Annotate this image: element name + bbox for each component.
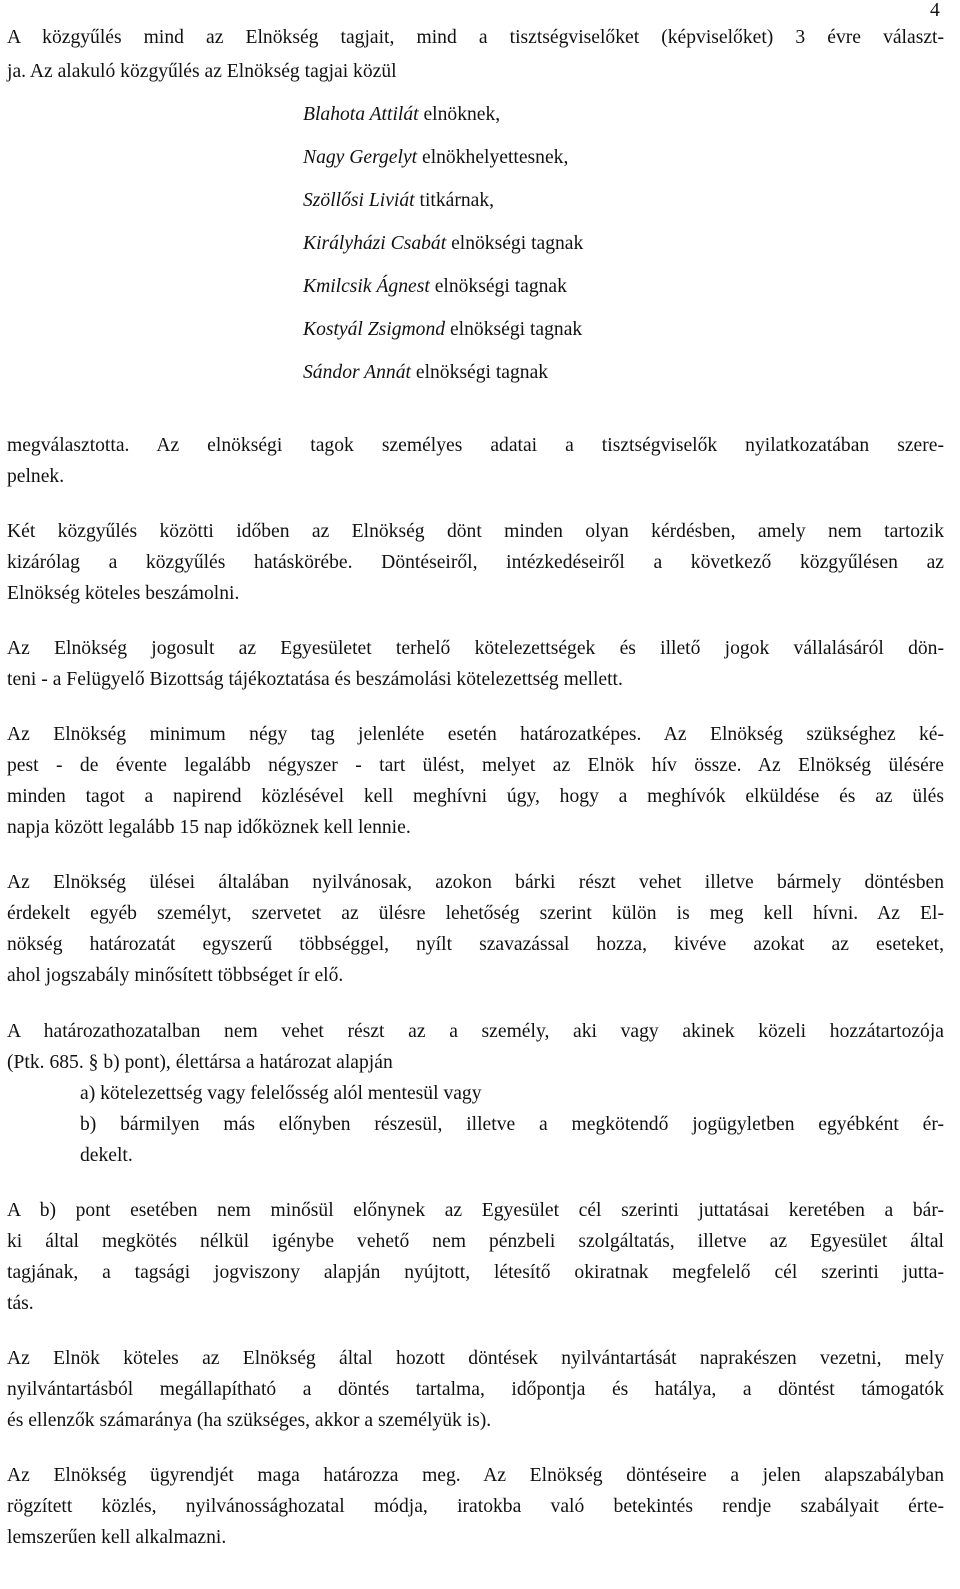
text-line: A közgyűlés mind az Elnökség tagjait, mind a tisztségviselőket (képviselőket) 3 évre választ- (7, 27, 944, 48)
text-line: pest - de évente legalább négyszer - tart ülést, melyet az Elnök hív össze. Az Elnökség ülésére (7, 755, 944, 776)
text-line: pelnek. (7, 466, 65, 487)
text-line: teni - a Felügyelő Bizottság tájékoztatása és beszámolási kötelezettség mellett. (7, 669, 623, 690)
member-name: Sándor Annát (303, 362, 411, 383)
member-role: elnökségi tagnak (449, 319, 583, 340)
text-line: (Ptk. 685. § b) pont), élettársa a határozat alapján (7, 1052, 393, 1073)
text-line: megválasztotta. Az elnökségi tagok személyes adatai a tisztségviselők nyilatkozatában szere- (7, 435, 944, 456)
text-line: A határozathozatalban nem vehet részt az a személy, aki vagy akinek közeli hozzátartozója (7, 1021, 944, 1042)
text-line: Két közgyűlés közötti időben az Elnökség dönt minden olyan kérdésben, amely nem tartozik (7, 521, 944, 542)
member-item (303, 104, 500, 126)
text-line: napja között legalább 15 nap időköznek kell lennie. (7, 817, 411, 838)
member-name: Nagy Gergelyt (303, 147, 418, 168)
member-role: titkárnak, (419, 190, 495, 211)
member-name: Szöllősi Liviát (303, 190, 415, 211)
text-line: nökség határozatát egyszerű többséggel, nyílt szavazással hozza, kivéve azokat az eseteket, (7, 934, 944, 955)
list-item-b-continuation: dekelt. (80, 1145, 133, 1166)
member-name: Kmilcsik Ágnest (303, 276, 430, 297)
text-line: lemszerűen kell alkalmazni. (7, 1527, 227, 1548)
member-item (303, 147, 568, 169)
text-line: A b) pont esetében nem minősül előnynek az Egyesület cél szerinti juttatásai keretében a bár- (7, 1200, 944, 1221)
text-line: tagjának, a tagsági jogviszony alapján nyújtott, létesítő okiratnak megfelelő cél szerinti jutta- (7, 1262, 944, 1283)
text-line: Az Elnök köteles az Elnökség által hozott döntések nyilvántartását naprakészen vezetni, mely (7, 1348, 944, 1369)
member-item (303, 233, 583, 255)
text-line: minden tagot a napirend közlésével kell meghívni úgy, hogy a meghívók elküldése és az ülés (7, 786, 944, 807)
text-line: ki által megkötés nélkül igénybe vehető nem pénzbeli szolgáltatás, illetve az Egyesület által (7, 1231, 944, 1252)
page-number: 4 (930, 0, 940, 21)
text-line: Az Elnökség ülései általában nyilvánosak, azokon bárki részt vehet illetve bármely döntésben (7, 872, 944, 893)
member-name: Kostyál Zsigmond (303, 319, 446, 340)
text-line: nyilvántartásból megállapítható a döntés tartalma, időpontja és hatálya, a döntést támogatók (7, 1379, 944, 1400)
member-item (303, 276, 567, 298)
member-role: elnökségi tagnak (434, 276, 567, 297)
member-role: elnökségi tagnak (451, 233, 584, 254)
member-name: Blahota Attilát (303, 104, 419, 125)
list-item-a: a) kötelezettség vagy felelősség alól mentesül vagy (80, 1083, 482, 1104)
text-line: Az Elnökség minimum négy tag jelenléte esetén határozatképes. Az Elnökség szükséghez ké- (7, 724, 944, 745)
text-line: rögzített közlés, nyilvánossághozatal módja, iratokba való betekintés rendje szabályait érte- (7, 1496, 944, 1517)
member-item (303, 190, 494, 212)
text-line: tás. (7, 1293, 34, 1314)
text-line: kizárólag a közgyűlés hatáskörébe. Döntéseiről, intézkedéseiről a következő közgyűlésen az (7, 552, 944, 573)
member-name: Királyházi Csabát (303, 233, 447, 254)
text-line: Az Elnökség ügyrendjét maga határozza meg. Az Elnökség döntéseire a jelen alapszabályban (7, 1465, 944, 1486)
member-item (303, 362, 548, 384)
text-line: Elnökség köteles beszámolni. (7, 583, 240, 604)
text-line: érdekelt egyéb személyt, szervetet az ülésre lehetőség szerint külön is meg kell hívni. Az El- (7, 903, 944, 924)
text-line: Az Elnökség jogosult az Egyesületet terhelő kötelezettségek és illető jogok vállalásáról dön- (7, 638, 944, 659)
list-item-b: b) bármilyen más előnyben részesül, illetve a megkötendő jogügyletben egyébként ér- (80, 1114, 944, 1135)
text-line: és ellenzők számaránya (ha szükséges, akkor a személyük is). (7, 1410, 492, 1431)
member-item (303, 319, 582, 341)
member-role: elnöknek, (423, 104, 501, 125)
member-role: elnökségi tagnak (415, 362, 549, 383)
member-role: elnökhelyettesnek, (422, 147, 569, 168)
text-line: ja. Az alakuló közgyűlés az Elnökség tagjai közül (7, 61, 397, 82)
text-line: ahol jogszabály minősített többséget ír elő. (7, 965, 344, 986)
